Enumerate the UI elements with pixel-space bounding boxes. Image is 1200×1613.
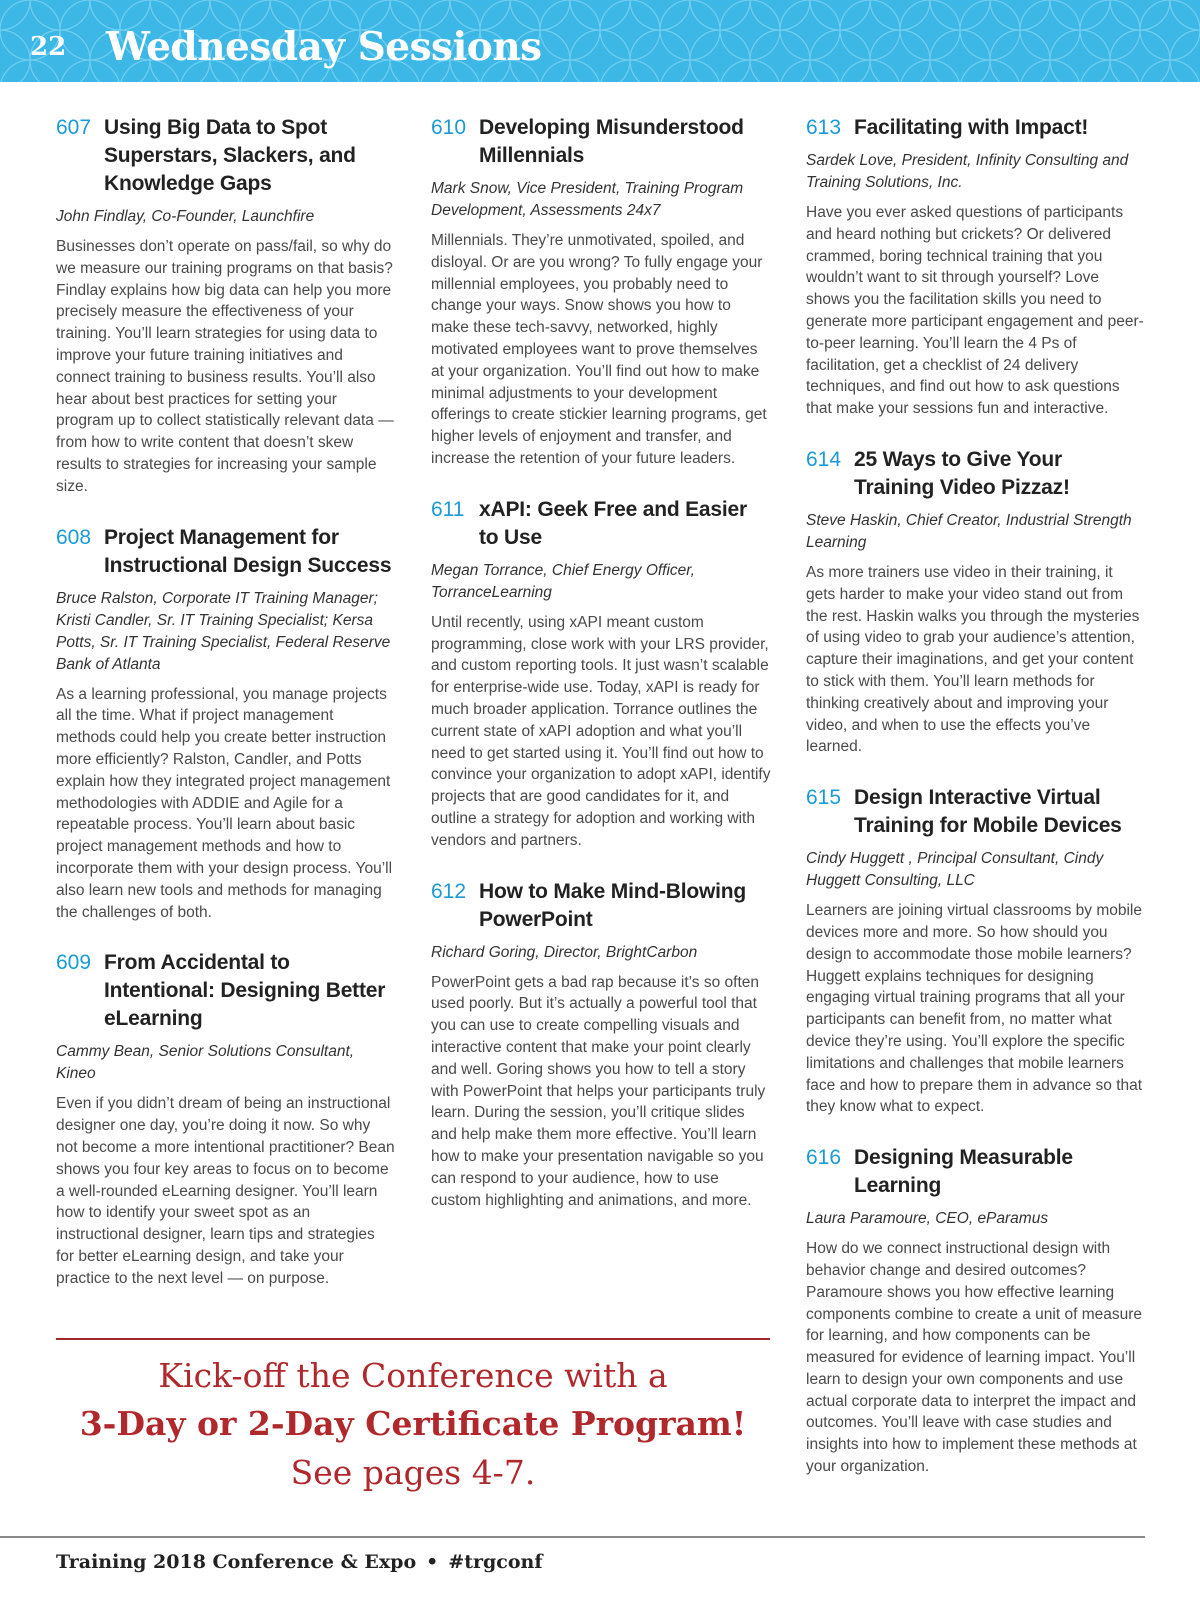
session-611 [431,496,771,852]
session-title: Designing Measurable Learning [854,1146,1073,1198]
session-610 [431,114,771,470]
session-number: 614 [806,447,842,471]
session-description: Even if you didn’t dream of being an instructional designer one day, you’re doing it now. So why not become a more intentional practitioner? Bean shows you four key areas to focus on to become a well-rounded eLearning designer. You’ll learn how to identify your sweet spot as an instructional designer, learn tips and strategies for better eLearning design, and take your practice to the next level — on purpose. [56,1095,395,1287]
session-title: Project Management for Instructional Design Success [104,525,392,577]
session-number: 609 [56,951,92,975]
session-title: How to Make Mind-Blowing PowerPoint [479,879,747,931]
session-title: Facilitating with Impact! [854,116,1089,139]
column-2 [431,114,771,1237]
session-number: 611 [431,497,465,521]
session-title: xAPI: Geek Free and Easier to Use [479,497,747,549]
session-description: How do we connect instructional design with behavior change and desired outcomes? Paramoure shows you how effective learning components combine to create a unit of measure for learning, and how components can be measured for evidence of learning impact. You’ll learn to design your own components and use actual corporate data to interpret the impact and outcomes. You’ll leave with case studies and insights into how to implement these methods at your organization. [806,1240,1143,1476]
footer-bullet: • [426,1551,439,1573]
session-number: 616 [806,1146,842,1170]
session-speaker: Sardek Love, President, Infinity Consulting and Training Solutions, Inc. [806,152,1129,191]
column-1 [56,114,396,1316]
session-title: Developing Misunderstood Millennials [479,116,744,167]
session-number: 615 [806,786,842,810]
session-description: Learners are joining virtual classrooms by mobile devices more and more. So how should you design to accommodate those mobile learners? Huggett explains techniques for designing engaging virtual training programs that all your participants can benefit from, no matter what device they’re using. You’ll explore the specific limitations and challenges that mobile learners face and how to prepare them in advance so that they know what to expect. [806,902,1143,1116]
session-613 [806,114,1146,420]
session-number: 613 [806,116,842,139]
session-title: Using Big Data to Spot Superstars, Slackers, and Knowledge Gaps [104,116,356,195]
session-616 [806,1144,1146,1478]
promo-line-1: Kick-off the Conference with a [158,1356,668,1395]
session-612 [431,878,771,1212]
session-speaker: Cammy Bean, Senior Solutions Consultant, Kineo [56,1043,355,1083]
session-description: Until recently, using xAPI meant custom programming, close work with your LRS provider, and custom reporting tools. It just wasn’t scalable for enterprise-wide use. Today, xAPI is ready for much broader application. Torrance outlines the current state of xAPI adoption and what you’ll need to get started using it. You’ll find out how to convince your organization to adopt xAPI, identify projects that are good candidates for it, and outline a strategy for adoption and working with vendors and partners. [431,613,771,849]
session-speaker: Richard Goring, Director, BrightCarbon [431,943,698,961]
footer-hashtag: #trgconf [448,1551,543,1573]
session-description: Millennials. They’re unmotivated, spoiled, and disloyal. Or are you wrong? To fully engage your millennial employees, you probably need to change your ways. Snow shows you how to make these tech-savvy, networked, highly motivated employees want to prove themselves at your organization. You’ll find out how to make minimal adjustments to your development offerings to create stickier learning programs, get higher levels of enjoyment and transfer, and increase the retention of your future leaders. [431,232,767,467]
session-number: 608 [56,525,92,549]
footer-divider [0,1536,1145,1538]
column-3 [806,114,1146,1504]
session-614 [806,446,1146,758]
session-description: Have you ever asked questions of participants and heard nothing but crickets? Or delivered crammed, boring technical training that you wouldn’t want to sit through yourself? Love shows you the facilitation skills you need to generate more participant engagement and peer-to-peer learning. You’ll learn the 4 Ps of facilitation, get a checklist of 24 delivery techniques, and find out how to ask questions that make your sessions fun and interactive. [806,204,1144,418]
promo-line-2: 3-Day or 2-Day Certificate Program! [79,1404,747,1443]
session-description: As more trainers use video in their training, it gets harder to make your video stand out from the rest. Haskin walks you through the mysteries of using video to grab your audience’s attention, capture their imaginations, and get your content to stick with them. You’ll learn methods for thinking creatively about and improving your video, and when to use the effects you’ve learned. [806,563,1140,756]
session-description: PowerPoint gets a bad rap because it’s so often used poorly. But it’s actually a powerful tool that you can use to create compelling visuals and interactive content that make your point clearly and well. Goring shows you how to tell a story with PowerPoint that helps your participants truly learn. During the session, you’ll critique slides and help make them more effective. You’ll learn how to make your presentation navigable so you can respond to your audience, how to use custom highlighting and animations, and more. [431,973,766,1209]
session-title: From Accidental to Intentional: Designing Better eLearning [104,951,386,1031]
header-band [0,0,1200,82]
session-description: Businesses don’t operate on pass/fail, so why do we measure our training programs on that basis? Findlay explains how big data can help you more precisely measure the effectiveness of your training. You’ll learn strategies for using data to improve your future training initiatives and connect training to business results. You’ll also hear about best practices for setting your program up to collect statistically relevant data — from how to write content that doesn’t skew results to strategies for increasing your sample size. [56,238,394,495]
session-number: 612 [431,879,467,903]
session-title: 25 Ways to Give Your Training Video Pizzaz! [854,447,1070,499]
page-number: 22 [30,32,67,62]
session-number: 607 [56,116,92,139]
session-speaker: Megan Torrance, Chief Energy Officer, TorranceLearning [431,561,695,601]
certificate-promo [56,1352,770,1498]
page-title: Wednesday Sessions [106,24,542,70]
session-speaker: John Findlay, Co-Founder, Launchfire [56,208,315,225]
session-speaker: Mark Snow, Vice President, Training Program Development, Assessments 24x7 [431,180,744,219]
session-description: As a learning professional, you manage projects all the time. What if project management methods could help you create better instruction more efficiently? Ralston, Candler, and Potts explain how they integrated project management methodologies with ADDIE and Agile for a repeatable process. You’ll learn about basic project management methods and how to incorporate them with your design process. You’ll also learn new tools and methods for managing the challenges of both. [56,685,393,921]
session-speaker: Laura Paramoure, CEO, eParamus [806,1210,1049,1228]
session-number: 610 [431,116,467,139]
session-title: Design Interactive Virtual Training for Mobile Devices [854,786,1122,838]
footer-event: Training 2018 Conference & Expo [56,1551,417,1573]
promo-divider [56,1338,770,1340]
footer [56,1551,543,1573]
promo-line-3: See pages 4-7. [290,1453,536,1492]
session-607 [56,114,396,498]
session-608 [56,524,396,924]
session-speaker: Cindy Huggett , Principal Consultant, Cindy Huggett Consulting, LLC [806,850,1104,890]
session-speaker: Steve Haskin, Chief Creator, Industrial Strength Learning [806,511,1132,551]
session-609 [56,949,396,1289]
session-615 [806,784,1146,1118]
session-speaker: Bruce Ralston, Corporate IT Training Manager; Kristi Candler, Sr. IT Training Specialist; Kersa Potts, Sr. IT Training Specialist, Federal Reserve Bank of Atlanta [56,589,391,673]
